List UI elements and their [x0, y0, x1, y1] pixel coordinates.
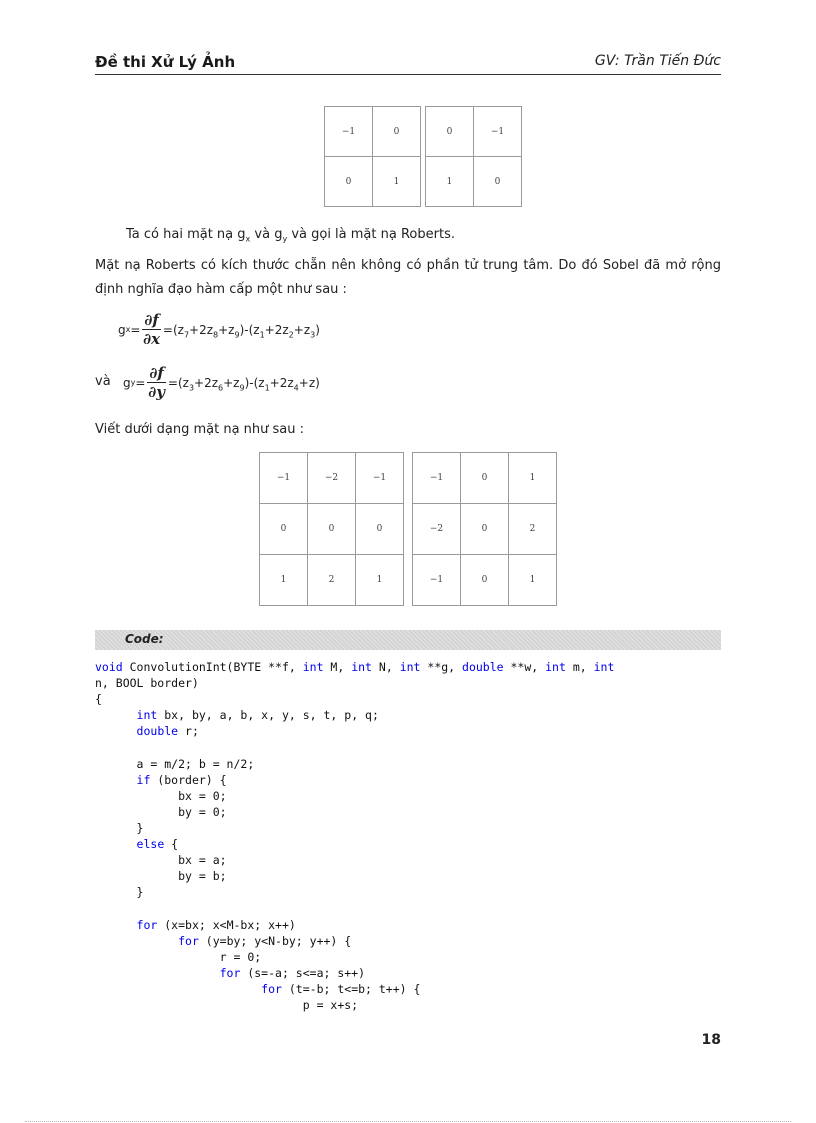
formula-subscript: 2	[288, 329, 294, 339]
code-line: }	[95, 885, 144, 900]
code-keyword: for	[219, 965, 241, 980]
formula-subscript: 8	[213, 329, 219, 339]
formula-gy-g: g	[123, 375, 131, 390]
sobel-gx-cell: −1	[356, 453, 404, 504]
formula-term: +z	[218, 322, 235, 337]
sobel-gy-row	[413, 504, 557, 555]
code-line: for (t=-b; t<=b; t++) {	[261, 981, 421, 996]
sobel-gy-cell: 0	[461, 555, 509, 606]
header-title: Đề thi Xử Lý Ảnh	[95, 53, 236, 71]
formula-subscript: 3	[310, 329, 316, 339]
formula-gy: g y = $\frac{\partial f}{\partial y}$ $=(z_3+2z_6+z_9)-(z_1+2z_4+z)$	[123, 364, 320, 401]
sobel-gy-cell: 1	[509, 555, 557, 606]
code-keyword: if	[136, 772, 151, 787]
sobel-gx-row	[260, 555, 404, 606]
roberts-gx-cell: −1	[325, 107, 373, 157]
sobel-gx-cell: 0	[356, 504, 404, 555]
formula-term: +z	[223, 375, 240, 390]
formula-gx-eq: =	[130, 322, 141, 337]
roberts-text-b: và g	[250, 227, 283, 242]
code-keyword: double	[136, 724, 179, 739]
sobel-gy-row	[413, 453, 557, 504]
code-keyword: int	[545, 660, 566, 674]
roberts-gy-cell: 0	[426, 107, 474, 157]
formula-term: +z	[293, 322, 311, 337]
code-keyword: double	[462, 660, 504, 674]
sobel-gy-cell: 2	[509, 504, 557, 555]
sobel-gx-cell: 2	[308, 555, 356, 606]
sobel-gy-cell: 1	[509, 453, 557, 504]
roberts-gx-cell: 0	[373, 107, 421, 157]
roberts-text-a: Ta có hai mặt nạ g	[126, 227, 246, 242]
code-line: a = m/2; b = n/2;	[95, 756, 255, 771]
formula-term: +2z	[194, 375, 219, 390]
code-line: bx = a;	[95, 853, 227, 868]
formula-gx-rhs	[163, 323, 320, 337]
code-keyword: int	[351, 660, 372, 674]
roberts-sentence	[126, 223, 455, 247]
fraction-numerator: ∂f	[149, 364, 164, 382]
code-line: int bx, by, a, b, x, y, s, t, p, q;	[136, 708, 379, 723]
roberts-gy-cell: −1	[474, 107, 522, 157]
formula-gy-rhs	[168, 376, 320, 390]
code-line: if (border) {	[136, 772, 227, 787]
header-author: GV: Trần Tiến Đức	[594, 53, 721, 69]
sobel-gy-cell: 0	[461, 453, 509, 504]
code-line: p = x+s;	[95, 997, 359, 1012]
sobel-gx-cell: 0	[308, 504, 356, 555]
code-keyword: for	[136, 917, 158, 932]
formula-term: +2z	[189, 322, 214, 337]
formula-subscript: 1	[259, 329, 265, 339]
sobel-mask-gy	[412, 452, 557, 606]
sobel-gy-cell: −2	[413, 504, 461, 555]
code-block	[95, 659, 614, 1013]
code-line: by = b;	[95, 869, 227, 884]
fraction-numerator: ∂f	[144, 311, 159, 329]
code-keyword: for	[178, 933, 199, 948]
formula-subscript: 6	[218, 382, 224, 392]
sobel-gy-cell: 0	[461, 504, 509, 555]
formula-term: +2z	[269, 375, 294, 390]
code-line: for (s=-a; s<=a; s++)	[219, 965, 366, 980]
formula-term: )-(z	[239, 322, 260, 337]
code-line: r = 0;	[95, 949, 262, 964]
code-label-bar	[95, 630, 721, 650]
code-line: {	[95, 692, 102, 707]
roberts-gy-row	[426, 107, 522, 157]
header-divider	[95, 74, 721, 75]
roberts-gy-row	[426, 157, 522, 207]
sobel-paragraph: Mặt nạ Roberts có kích thước chẵn nên không có phần tử trung tâm. Do đó Sobel đã mở rộng định nghĩa đạo hàm cấp một như sau :	[95, 258, 721, 297]
code-line: by = 0;	[95, 804, 227, 819]
roberts-gy-cell: 0	[474, 157, 522, 207]
code-keyword: int	[593, 660, 615, 674]
code-label: Code:	[125, 632, 164, 646]
code-keyword: int	[302, 660, 324, 674]
fraction-denominator: ∂x	[143, 330, 161, 348]
formula-subscript: 7	[183, 329, 190, 339]
code-line: else {	[136, 837, 179, 852]
formula-gy-fraction	[147, 364, 165, 401]
formula-term: =(z	[167, 375, 189, 390]
and-word: và	[95, 374, 111, 389]
code-line: for (y=by; y<N-by; y++) {	[178, 933, 352, 948]
sobel-gy-cell: −1	[413, 555, 461, 606]
roberts-gx-row	[325, 157, 421, 207]
sobel-gx-row	[260, 453, 404, 504]
formula-term: +z)	[298, 375, 320, 390]
sobel-gx-row	[260, 504, 404, 555]
fraction-denominator: ∂y	[148, 383, 166, 401]
code-line: bx = 0;	[95, 788, 227, 803]
formula-subscript: 4	[293, 382, 299, 392]
formula-gx-fraction	[142, 311, 160, 348]
roberts-gy-cell: 1	[426, 157, 474, 207]
formula-gx-g: g	[118, 322, 126, 337]
formula-subscript: 3	[188, 382, 195, 392]
code-line: n, BOOL border)	[95, 676, 199, 691]
code-line: for (x=bx; x<M-bx; x++)	[136, 917, 296, 932]
sub-x: x	[245, 234, 251, 244]
code-keyword: void	[95, 660, 123, 674]
code-keyword: else	[136, 837, 165, 852]
mask-intro: Viết dưới dạng mặt nạ như sau :	[95, 422, 305, 437]
formula-subscript: 1	[264, 382, 270, 392]
code-keyword: for	[261, 981, 282, 996]
sobel-gx-cell: 1	[356, 555, 404, 606]
formula-gx: g x = $\frac{\partial f}{\partial x}$ $=(z_7+2z_8+z_9)-(z_1+2z_2+z_3)$	[118, 311, 320, 348]
formula-term: )-(z	[244, 375, 265, 390]
sobel-gx-cell: 0	[260, 504, 308, 555]
sobel-gy-cell: −1	[413, 453, 461, 504]
formula-term: )	[315, 322, 320, 337]
code-keyword: int	[399, 660, 421, 674]
footer-divider	[25, 1121, 791, 1122]
code-line: void ConvolutionInt(BYTE **f, int M, int N, int **g, double **w, int m, int	[95, 660, 615, 674]
formula-subscript: 9	[239, 382, 245, 392]
roberts-gx-cell: 0	[325, 157, 373, 207]
roberts-text-c: và gọi là mặt nạ Roberts.	[287, 227, 455, 242]
code-keyword: int	[136, 708, 158, 723]
roberts-gx-row	[325, 107, 421, 157]
sobel-gx-cell: −2	[308, 453, 356, 504]
sobel-gy-row	[413, 555, 557, 606]
sobel-gx-cell: 1	[260, 555, 308, 606]
formula-term: =(z	[162, 322, 184, 337]
sobel-mask-gx	[259, 452, 404, 606]
formula-gy-eq: =	[135, 375, 146, 390]
formula-subscript: 9	[234, 329, 240, 339]
roberts-mask-gx	[324, 106, 421, 207]
page-number: 18	[701, 1032, 721, 1048]
code-line: double r;	[136, 724, 199, 739]
sobel-gx-cell: −1	[260, 453, 308, 504]
roberts-gx-cell: 1	[373, 157, 421, 207]
sub-y: y	[282, 234, 288, 244]
code-line: }	[95, 820, 144, 835]
formula-term: +2z	[264, 322, 289, 337]
roberts-mask-gy	[425, 106, 522, 207]
